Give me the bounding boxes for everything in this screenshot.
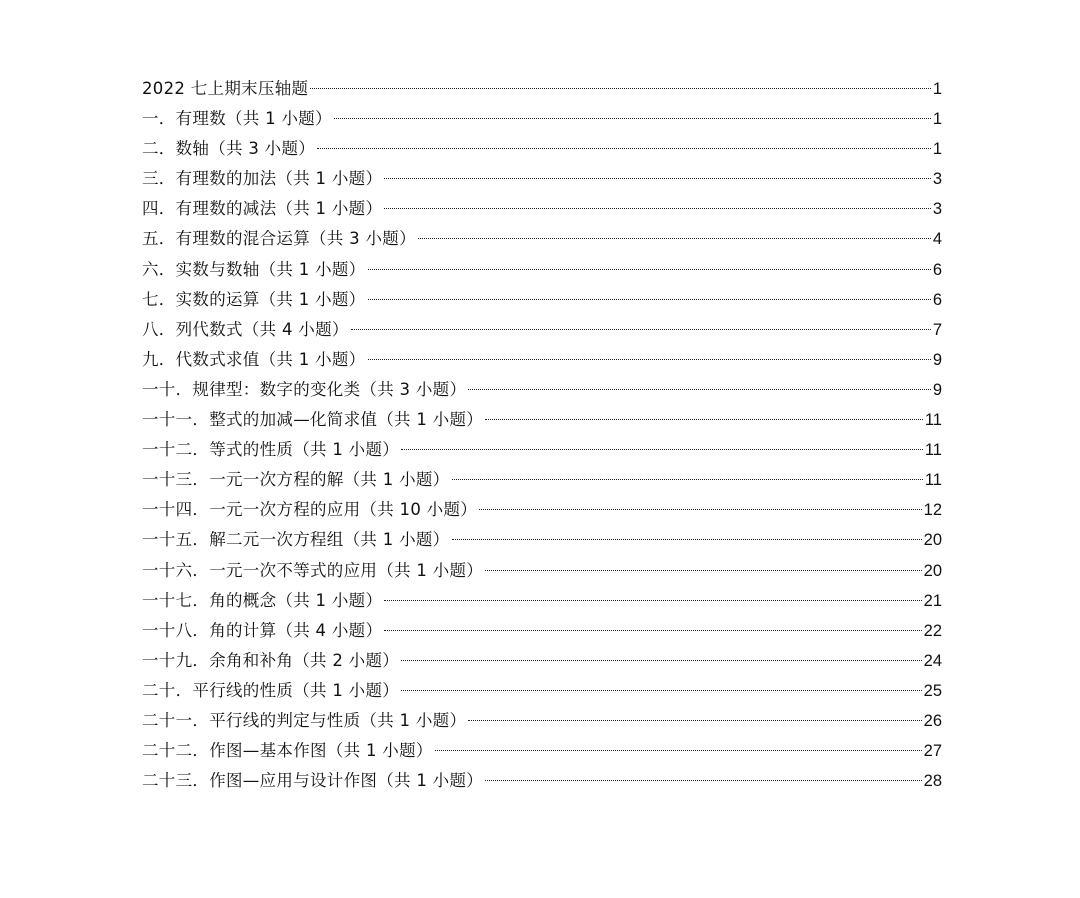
dot-leader — [468, 389, 931, 390]
toc-entry[interactable] — [142, 525, 942, 555]
toc-entry-label: 一十四．一元一次方程的应用（共 10 小题） — [142, 500, 478, 520]
toc-entry-label: 二十一．平行线的判定与性质（共 1 小题） — [142, 710, 467, 730]
toc-page-number: 21 — [923, 591, 942, 610]
toc-page-number: 11 — [924, 441, 942, 460]
toc-entry-label: 一十九．余角和补角（共 2 小题） — [142, 650, 400, 670]
toc-page-number: 1 — [932, 140, 942, 159]
toc-page-number: 27 — [923, 742, 942, 761]
dot-leader — [384, 630, 921, 631]
dot-leader — [435, 750, 922, 751]
toc-entry[interactable] — [142, 104, 942, 134]
dot-leader — [401, 690, 922, 691]
toc-title-entry[interactable] — [142, 74, 942, 104]
dot-leader — [452, 539, 922, 540]
dot-leader — [418, 238, 931, 239]
toc-page-number: 24 — [923, 651, 942, 670]
dot-leader — [384, 208, 931, 209]
toc-entry[interactable] — [142, 435, 942, 465]
toc-entry[interactable] — [142, 345, 942, 375]
toc-entry-label: 一十三．一元一次方程的解（共 1 小题） — [142, 470, 450, 490]
toc-entry-label: 一十六．一元一次不等式的应用（共 1 小题） — [142, 560, 484, 580]
dot-leader — [485, 570, 922, 571]
dot-leader — [401, 660, 922, 661]
toc-entry[interactable] — [142, 556, 942, 586]
dot-leader — [384, 178, 931, 179]
toc-page-number: 11 — [924, 411, 942, 430]
toc-page-number: 26 — [923, 711, 942, 730]
dot-leader — [368, 269, 931, 270]
dot-leader — [479, 509, 922, 510]
dot-leader — [452, 479, 923, 480]
toc-page-number: 6 — [932, 290, 942, 309]
toc-entry-label: 九．代数式求值（共 1 小题） — [142, 349, 366, 369]
toc-entry[interactable] — [142, 586, 942, 616]
dot-leader — [485, 780, 922, 781]
toc-entry[interactable] — [142, 495, 942, 525]
toc-page-number: 6 — [932, 260, 942, 279]
toc-page-number: 9 — [932, 350, 942, 369]
toc-page-number: 20 — [923, 531, 942, 550]
toc-entry-label: 七．实数的运算（共 1 小题） — [142, 289, 366, 309]
dot-leader — [401, 449, 923, 450]
toc-entry[interactable] — [142, 194, 942, 224]
toc-entry[interactable] — [142, 224, 942, 254]
toc-entry-label: 一十一．整式的加减—化简求值（共 1 小题） — [142, 410, 484, 430]
toc-page-number: 1 — [932, 80, 942, 98]
toc-entry[interactable] — [142, 706, 942, 736]
toc-entry[interactable] — [142, 676, 942, 706]
toc-entry[interactable] — [142, 375, 942, 405]
toc-entry-label: 五．有理数的混合运算（共 3 小题） — [142, 229, 416, 249]
toc-page-number: 7 — [932, 320, 942, 339]
toc-entry[interactable] — [142, 255, 942, 285]
toc-entry-label: 一十五．解二元一次方程组（共 1 小题） — [142, 530, 450, 550]
dot-leader — [384, 600, 921, 601]
toc-entry-label: 一十．规律型：数字的变化类（共 3 小题） — [142, 379, 467, 399]
dot-leader — [468, 720, 921, 721]
toc-entry-label: 一．有理数（共 1 小题） — [142, 109, 332, 129]
toc-entry-label: 二．数轴（共 3 小题） — [142, 139, 316, 159]
dot-leader — [368, 299, 931, 300]
toc-entry-label: 二十三．作图—应用与设计作图（共 1 小题） — [142, 771, 484, 791]
toc-entry[interactable] — [142, 736, 942, 766]
toc-page-number: 28 — [923, 772, 942, 791]
toc-entry[interactable] — [142, 164, 942, 194]
toc-entry-label: 四．有理数的减法（共 1 小题） — [142, 199, 383, 219]
table-of-contents — [142, 74, 942, 796]
toc-entry[interactable] — [142, 405, 942, 435]
dot-leader — [334, 118, 931, 119]
toc-entry-label: 二十二．作图—基本作图（共 1 小题） — [142, 741, 433, 761]
toc-page-number: 20 — [923, 561, 942, 580]
dot-leader — [485, 419, 923, 420]
toc-page-number: 11 — [924, 471, 942, 490]
toc-page-number: 25 — [923, 681, 942, 700]
toc-entry-label: 三．有理数的加法（共 1 小题） — [142, 169, 383, 189]
toc-entry-label: 八．列代数式（共 4 小题） — [142, 319, 349, 339]
toc-page-number: 9 — [932, 380, 942, 399]
toc-page-number: 1 — [932, 110, 942, 129]
toc-entry-label: 一十七．角的概念（共 1 小题） — [142, 590, 383, 610]
toc-entry[interactable] — [142, 465, 942, 495]
toc-entry-label: 六．实数与数轴（共 1 小题） — [142, 259, 366, 279]
dot-leader — [351, 329, 931, 330]
dot-leader — [317, 148, 931, 149]
dot-leader — [310, 88, 930, 89]
toc-entry[interactable] — [142, 766, 942, 796]
toc-entry-label: 二十．平行线的性质（共 1 小题） — [142, 680, 400, 700]
toc-page-number: 4 — [932, 230, 942, 249]
toc-entry[interactable] — [142, 285, 942, 315]
toc-entry[interactable] — [142, 134, 942, 164]
toc-entry-label: 2022 七上期末压轴题 — [142, 79, 309, 98]
toc-page-number: 3 — [932, 170, 942, 189]
toc-page-number: 3 — [932, 200, 942, 219]
toc-page-number: 22 — [923, 621, 942, 640]
dot-leader — [368, 359, 931, 360]
toc-entry-label: 一十二．等式的性质（共 1 小题） — [142, 440, 400, 460]
toc-entry-label: 一十八．角的计算（共 4 小题） — [142, 620, 383, 640]
toc-page-number: 12 — [923, 501, 942, 520]
toc-entry[interactable] — [142, 646, 942, 676]
toc-entry[interactable] — [142, 616, 942, 646]
toc-entry[interactable] — [142, 315, 942, 345]
